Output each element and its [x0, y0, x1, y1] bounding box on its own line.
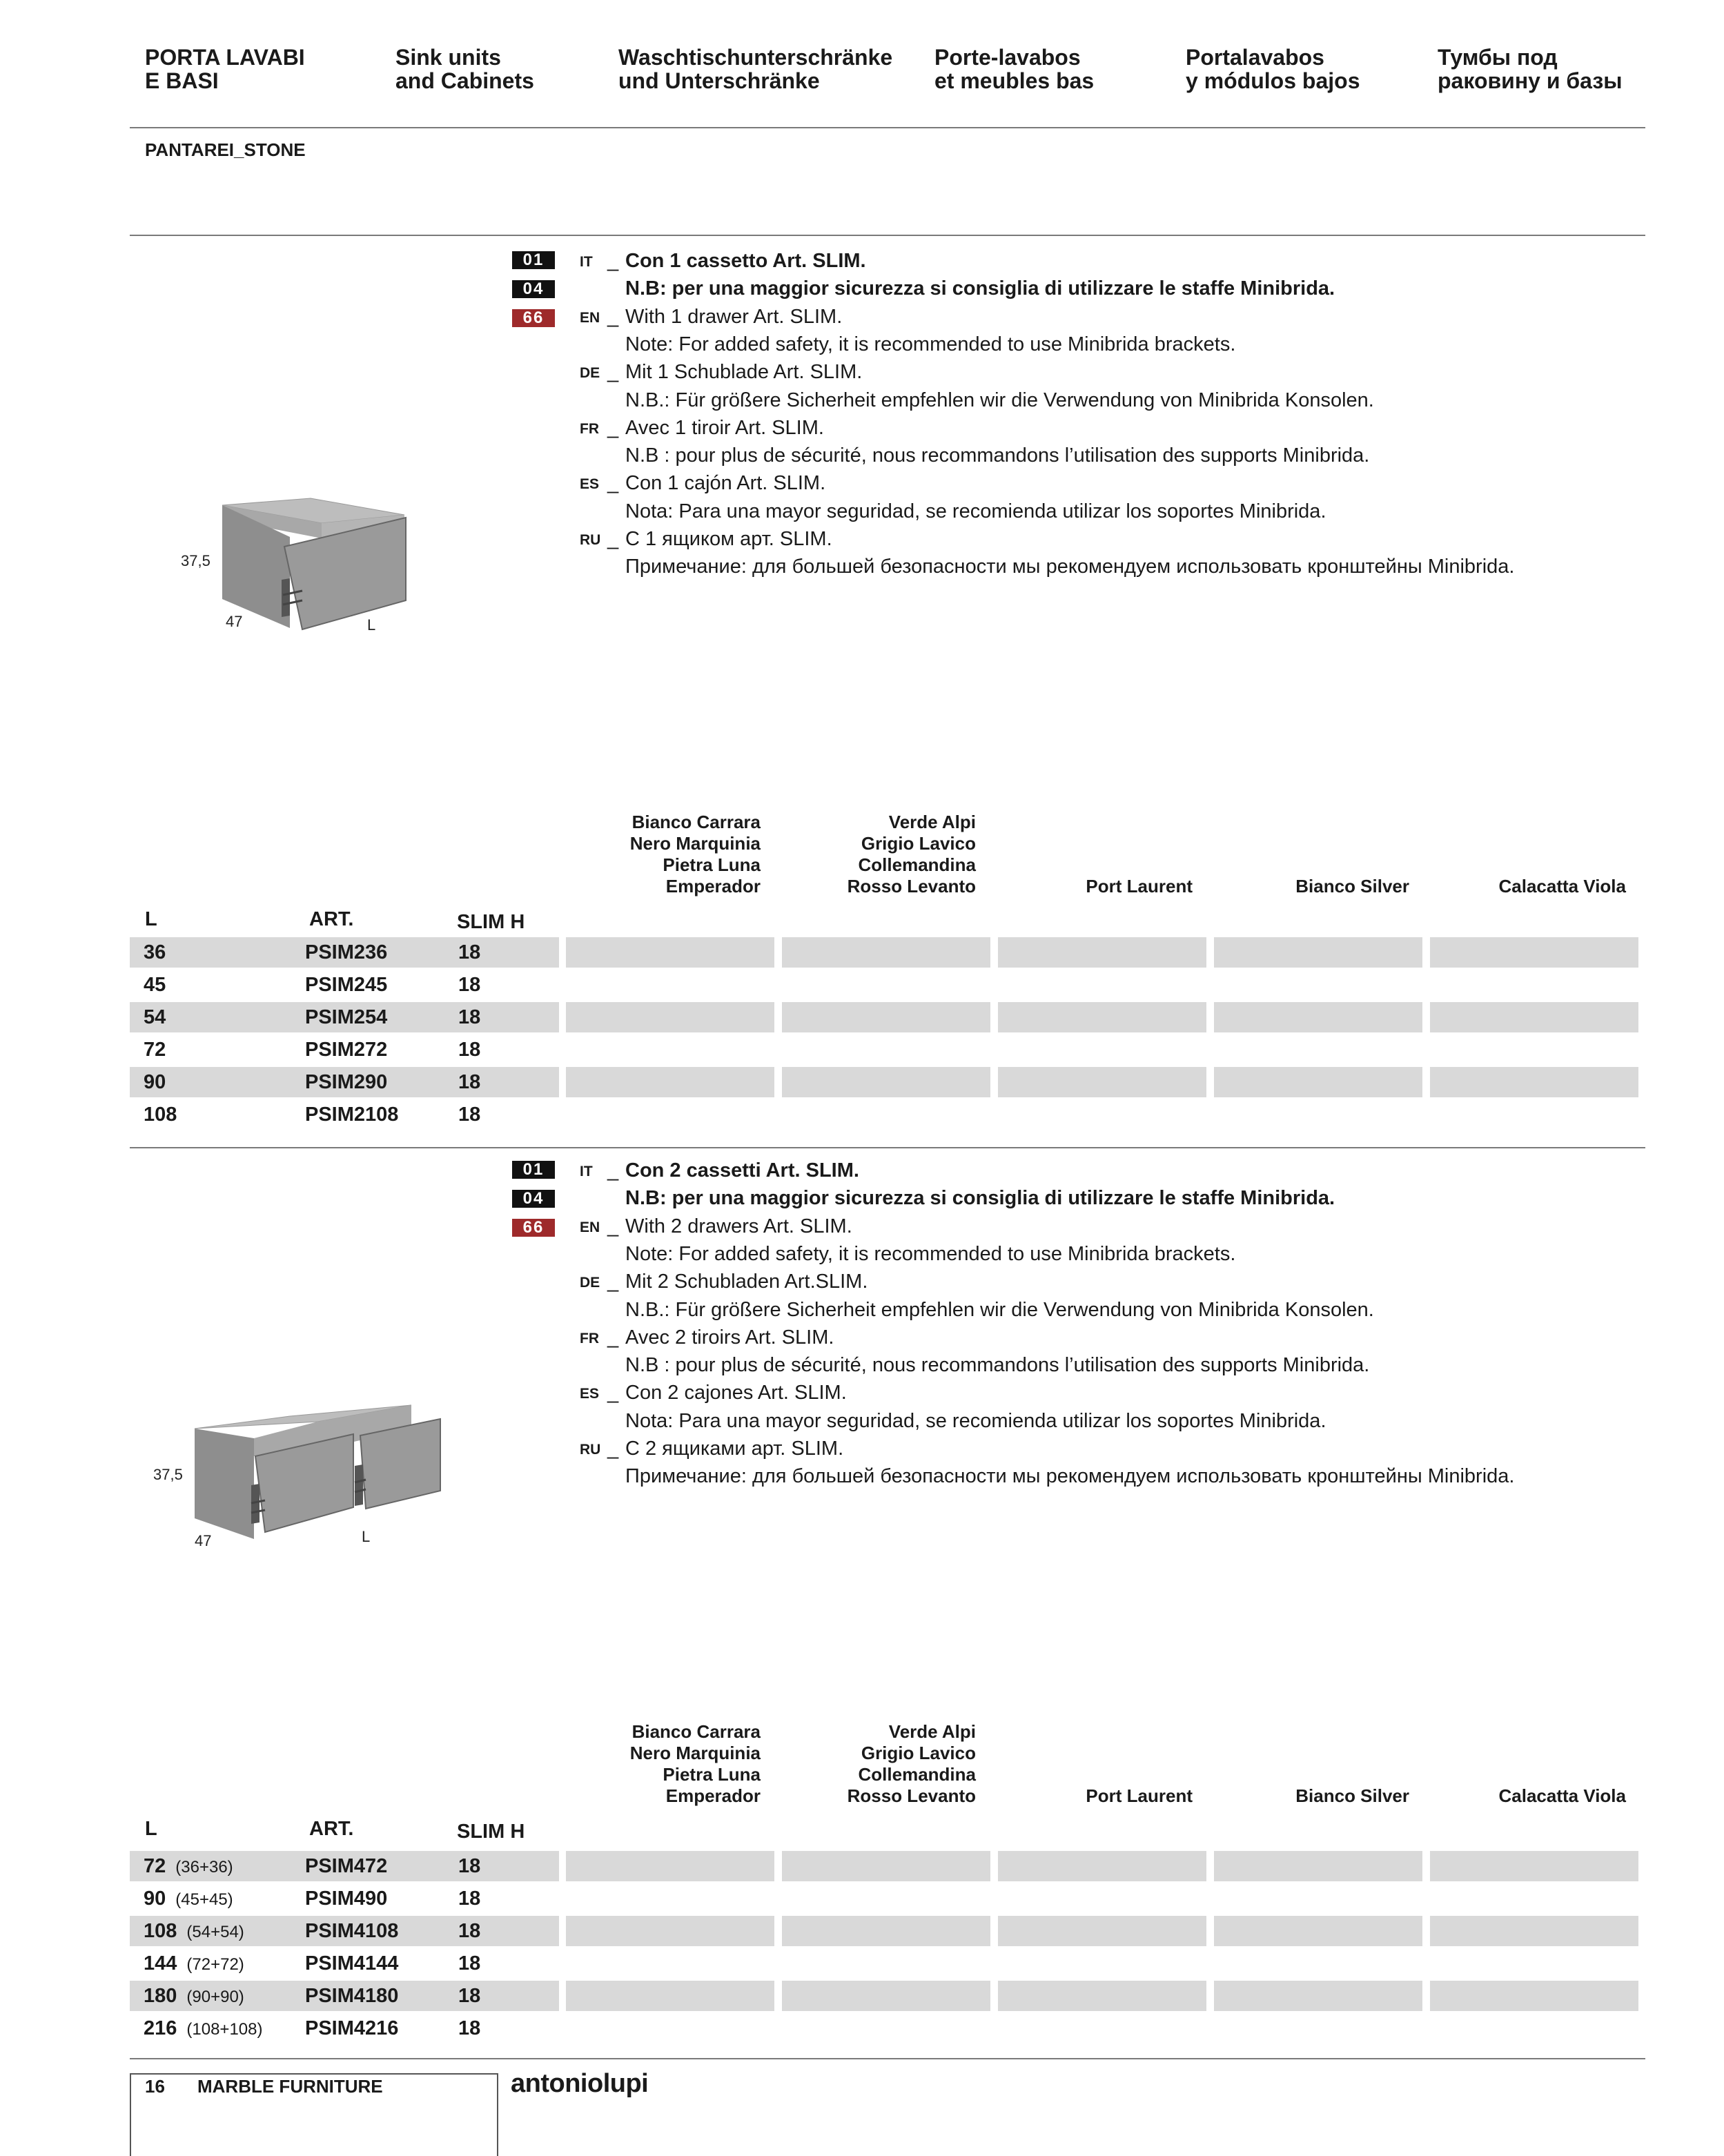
table-cell-article: PSIM2108 [305, 1104, 399, 1126]
finish-code-badge: 01 [512, 251, 555, 269]
column-header-finish-group-a: Bianco Carrara Nero Marquinia Pietra Luna Emperador [629, 1721, 761, 1806]
column-header-finish-bianco-silver: Bianco Silver [1295, 876, 1409, 896]
finish-cell [782, 937, 990, 968]
length-value: 90 [144, 1071, 166, 1093]
lang-separator: _ [607, 528, 619, 550]
length-breakdown: (72+72) [186, 1955, 244, 1974]
table-cell-article: PSIM4180 [305, 1985, 399, 2007]
language-code: EN [580, 309, 600, 326]
table-cell-length [144, 1981, 244, 2012]
table-cell-height: 18 [458, 1071, 481, 1093]
length-breakdown: (90+90) [186, 1988, 244, 2006]
language-code: RU [580, 532, 601, 548]
finish-cell [1430, 937, 1638, 968]
finish-cell [782, 1067, 990, 1097]
language-code: DE [580, 365, 600, 382]
header-col-es: Portalavabos y módulos bajos [1186, 45, 1360, 93]
finish-cell [1430, 1002, 1638, 1032]
table-cell-article: PSIM490 [305, 1888, 388, 1910]
header-divider [130, 127, 1645, 128]
header-col-it: PORTA LAVABI E BASI [145, 45, 305, 93]
description-text: Nota: Para una mayor seguridad, se recomienda utilizar los soportes Minibrida. [625, 500, 1326, 522]
finish-cell [1430, 1067, 1638, 1097]
table-cell-article: PSIM236 [305, 941, 388, 963]
table-cell-length [144, 1035, 166, 1065]
section-divider [130, 1147, 1645, 1148]
language-code: ES [580, 476, 600, 493]
dim-depth: 47 [226, 613, 243, 630]
section1-top-divider [130, 235, 1645, 236]
table-header-article: ART. [309, 908, 354, 930]
lang-separator: _ [607, 1382, 619, 1404]
finish-code-badge: 66 [512, 1219, 555, 1237]
finish-cell [566, 1981, 774, 2011]
lang-separator: _ [607, 416, 619, 439]
description-text: Con 1 cassetto Art. SLIM. [625, 250, 866, 272]
finish-cell [998, 1067, 1206, 1097]
header-col-de: Waschtischunterschränke und Unterschränke [618, 45, 893, 93]
finish-cell [1214, 937, 1422, 968]
lang-separator: _ [607, 1271, 619, 1293]
lang-separator: _ [607, 1438, 619, 1460]
table-cell-length [144, 970, 166, 1000]
length-value: 108 [144, 1104, 177, 1126]
header-col-fr: Porte-lavabos et meubles bas [934, 45, 1095, 93]
language-code: ES [580, 1386, 600, 1402]
length-breakdown: (45+45) [175, 1890, 233, 1909]
length-breakdown: (36+36) [175, 1858, 233, 1876]
length-value: 180 [144, 1985, 177, 2007]
finish-cell [566, 1851, 774, 1881]
table-cell-height: 18 [458, 974, 481, 996]
language-code: FR [580, 420, 599, 437]
column-header-finish-calacatta-viola: Calacatta Viola [1498, 876, 1626, 896]
lang-separator: _ [607, 1326, 619, 1349]
length-value: 45 [144, 974, 166, 996]
table-cell-article: PSIM272 [305, 1039, 388, 1061]
dim-length: L [367, 616, 376, 634]
description-text: N.B.: Für größere Sicherheit empfehlen wir die Verwendung von Minibrida Konsolen. [625, 1298, 1374, 1321]
table-cell-length [144, 1948, 244, 1980]
header-col-en: Sink units and Cabinets [395, 45, 534, 93]
length-value: 54 [144, 1006, 166, 1028]
description-text: С 2 ящиками арт. SLIM. [625, 1438, 844, 1460]
table-cell-height: 18 [458, 1985, 481, 2007]
finish-code-badge: 04 [512, 280, 555, 298]
description-text: With 2 drawers Art. SLIM. [625, 1215, 852, 1237]
finish-code-badge: 66 [512, 309, 555, 327]
length-value: 72 [144, 1039, 166, 1061]
page-number: 16 [145, 2076, 165, 2097]
table-header-article: ART. [309, 1818, 354, 1840]
finish-cell [1214, 1851, 1422, 1881]
finish-code-badge: 01 [512, 1161, 555, 1179]
table-cell-length [144, 937, 166, 968]
finish-cell [1214, 1002, 1422, 1032]
description-text: Avec 1 tiroir Art. SLIM. [625, 416, 824, 439]
table-cell-length [144, 1851, 233, 1883]
footer-section-label: MARBLE FURNITURE [197, 2076, 383, 2097]
length-breakdown: (54+54) [186, 1923, 244, 1941]
column-header-finish-port-laurent: Port Laurent [1086, 1785, 1193, 1806]
double-drawer-unit-illustration [179, 1394, 449, 1546]
description-text: N.B: per una maggior sicurezza si consiglia di utilizzare le staffe Minibrida. [625, 1187, 1335, 1210]
lang-separator: _ [607, 305, 619, 328]
description-text: N.B : pour plus de sécurité, nous recommandons l’utilisation des supports Minibrida. [625, 1354, 1370, 1377]
finish-cell [782, 1916, 990, 1946]
description-text: Con 1 cajón Art. SLIM. [625, 472, 826, 495]
lang-separator: _ [607, 1215, 619, 1237]
finish-cell [782, 1851, 990, 1881]
finish-code-badge: 04 [512, 1190, 555, 1208]
finish-cell [1430, 1851, 1638, 1881]
description-text: Mit 2 Schubladen Art.SLIM. [625, 1271, 868, 1293]
column-header-finish-bianco-silver: Bianco Silver [1295, 1785, 1409, 1806]
description-text: Note: For added safety, it is recommended to use Minibrida brackets. [625, 1242, 1236, 1265]
length-value: 108 [144, 1920, 177, 1942]
table-cell-article: PSIM290 [305, 1071, 388, 1093]
finish-cell [566, 937, 774, 968]
description-text: С 1 ящиком арт. SLIM. [625, 528, 832, 550]
table-cell-length [144, 1067, 166, 1097]
length-value: 216 [144, 2017, 177, 2039]
table-cell-article: PSIM245 [305, 974, 388, 996]
length-value: 144 [144, 1952, 177, 1974]
table-cell-article: PSIM254 [305, 1006, 388, 1028]
lang-separator: _ [607, 250, 619, 272]
table-cell-article: PSIM4108 [305, 1920, 399, 1942]
description-text: Mit 1 Schublade Art. SLIM. [625, 361, 863, 384]
table-cell-height: 18 [458, 1952, 481, 1974]
table-cell-height: 18 [458, 941, 481, 963]
header-col-ru: Тумбы под раковину и базы [1438, 45, 1623, 93]
language-code: RU [580, 1442, 601, 1458]
table-header-length: L [145, 1818, 157, 1840]
language-code: IT [580, 1164, 593, 1179]
finish-cell [998, 937, 1206, 968]
footer-divider [130, 2058, 1645, 2059]
description-text: Con 2 cajones Art. SLIM. [625, 1382, 847, 1404]
column-header-finish-group-b: Verde Alpi Grigio Lavico Collemandina Rosso Levanto [847, 1721, 976, 1806]
table-cell-height: 18 [458, 1039, 481, 1061]
language-code: IT [580, 254, 593, 270]
table-header-height: SLIM H [457, 911, 525, 933]
finish-cell [782, 1981, 990, 2011]
length-breakdown: (108+108) [186, 2020, 263, 2039]
description-text: With 1 drawer Art. SLIM. [625, 305, 843, 328]
finish-cell [566, 1067, 774, 1097]
table-header-height: SLIM H [457, 1821, 525, 1843]
table-cell-height: 18 [458, 1104, 481, 1126]
dim-height: 37,5 [181, 552, 210, 569]
finish-cell [1214, 1916, 1422, 1946]
table-cell-height: 18 [458, 1920, 481, 1942]
finish-cell [782, 1002, 990, 1032]
column-header-finish-group-b: Verde Alpi Grigio Lavico Collemandina Rosso Levanto [847, 812, 976, 896]
brand-logo: antoniolupi [511, 2069, 649, 2098]
lang-separator: _ [607, 472, 619, 495]
dim-height: 37,5 [153, 1466, 183, 1483]
language-code: EN [580, 1219, 600, 1235]
description-text: N.B: per una maggior sicurezza si consiglia di utilizzare le staffe Minibrida. [625, 277, 1335, 300]
finish-cell [566, 1002, 774, 1032]
finish-cell [998, 1851, 1206, 1881]
language-code: DE [580, 1275, 600, 1291]
dim-length: L [362, 1528, 371, 1545]
column-header-finish-port-laurent: Port Laurent [1086, 876, 1193, 896]
finish-cell [1430, 1981, 1638, 2011]
length-value: 72 [144, 1855, 166, 1877]
finish-cell [1214, 1981, 1422, 2011]
table-cell-height: 18 [458, 2017, 481, 2039]
table-cell-length [144, 1883, 233, 1915]
finish-cell [1430, 1916, 1638, 1946]
finish-cell [998, 1981, 1206, 2011]
language-code: FR [580, 1330, 599, 1346]
description-text: Примечание: для большей безопасности мы рекомендуем использовать кронштейны Minibrida. [625, 556, 1515, 578]
table-header-length: L [145, 908, 157, 930]
table-cell-article: PSIM4216 [305, 2017, 399, 2039]
description-text: N.B : pour plus de sécurité, nous recommandons l’utilisation des supports Minibrida. [625, 444, 1370, 467]
finish-cell [1214, 1067, 1422, 1097]
table-cell-length [144, 1002, 166, 1032]
table-cell-height: 18 [458, 1006, 481, 1028]
lang-separator: _ [607, 361, 619, 384]
table-cell-article: PSIM472 [305, 1855, 388, 1877]
description-text: Con 2 cassetti Art. SLIM. [625, 1159, 859, 1182]
description-text: Nota: Para una mayor seguridad, se recomienda utilizar los soportes Minibrida. [625, 1409, 1326, 1432]
table-cell-length [144, 1916, 244, 1948]
table-cell-height: 18 [458, 1888, 481, 1910]
finish-cell [998, 1002, 1206, 1032]
table-cell-height: 18 [458, 1855, 481, 1877]
description-text: Avec 2 tiroirs Art. SLIM. [625, 1326, 834, 1349]
collection-title: PANTAREI_STONE [145, 139, 306, 160]
table-cell-length [144, 2013, 262, 2045]
finish-cell [566, 1916, 774, 1946]
table-cell-article: PSIM4144 [305, 1952, 399, 1974]
description-text: Note: For added safety, it is recommended to use Minibrida brackets. [625, 333, 1236, 355]
length-value: 36 [144, 941, 166, 963]
length-value: 90 [144, 1888, 166, 1910]
finish-cell [998, 1916, 1206, 1946]
column-header-finish-group-a: Bianco Carrara Nero Marquinia Pietra Luna Emperador [629, 812, 761, 896]
lang-separator: _ [607, 1159, 619, 1182]
column-header-finish-calacatta-viola: Calacatta Viola [1498, 1785, 1626, 1806]
description-text: Примечание: для большей безопасности мы рекомендуем использовать кронштейны Minibrida. [625, 1465, 1515, 1488]
dim-depth: 47 [195, 1532, 212, 1549]
description-text: N.B.: Für größere Sicherheit empfehlen wir die Verwendung von Minibrida Konsolen. [625, 389, 1374, 411]
table-cell-length [144, 1099, 177, 1130]
